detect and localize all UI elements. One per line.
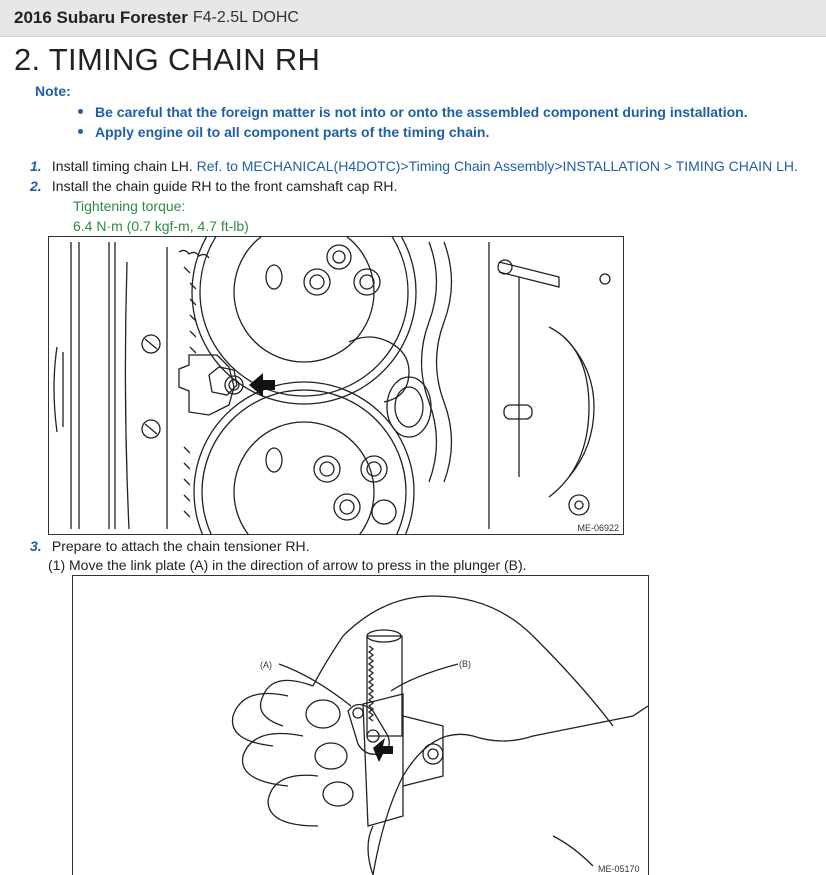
step-text: Prepare to attach the chain tensioner RH. — [51, 538, 310, 554]
note-item: Be careful that the foreign matter is not into or onto the assembled component during installation. — [78, 102, 748, 122]
note-label: Note: — [35, 83, 71, 99]
step-number: 2. — [30, 178, 42, 194]
figure-code: ME-06922 — [577, 523, 619, 533]
step-2 — [30, 178, 397, 194]
label-b: (B) — [459, 659, 471, 669]
tensioner-illustration — [73, 576, 648, 875]
step-text: Install the chain guide RH to the front camshaft cap RH. — [51, 178, 398, 194]
chain-guide-illustration — [49, 237, 623, 534]
torque-value: 6.4 N·m (0.7 kgf-m, 4.7 ft-lb) — [73, 218, 249, 234]
step-number: 1. — [30, 158, 42, 174]
step-text: Install timing chain LH. — [51, 158, 193, 174]
top-bar — [0, 0, 826, 37]
ref-link-timing-chain-lh[interactable]: Ref. to MECHANICAL(H4DOTC)>Timing Chain Assembly>INSTALLATION > TIMING CHAIN LH. — [196, 158, 798, 174]
note-item: Apply engine oil to all component parts of the timing chain. — [78, 122, 748, 142]
label-a: (A) — [260, 660, 272, 670]
figure-tensioner — [72, 575, 649, 875]
step-3 — [30, 538, 309, 554]
figure-code: ME-05170 — [598, 864, 640, 874]
step-1 — [30, 158, 798, 174]
torque-label: Tightening torque: — [73, 198, 186, 214]
page-title: 2. TIMING CHAIN RH — [14, 42, 321, 77]
vehicle-name: 2016 Subaru Forester — [14, 8, 188, 27]
substep-1: (1) Move the link plate (A) in the direction of arrow to press in the plunger (B). — [48, 557, 527, 573]
engine-name: F4-2.5L DOHC — [192, 9, 299, 26]
figure-chain-guide — [48, 236, 624, 535]
note-list — [78, 102, 748, 142]
step-number: 3. — [30, 538, 42, 554]
